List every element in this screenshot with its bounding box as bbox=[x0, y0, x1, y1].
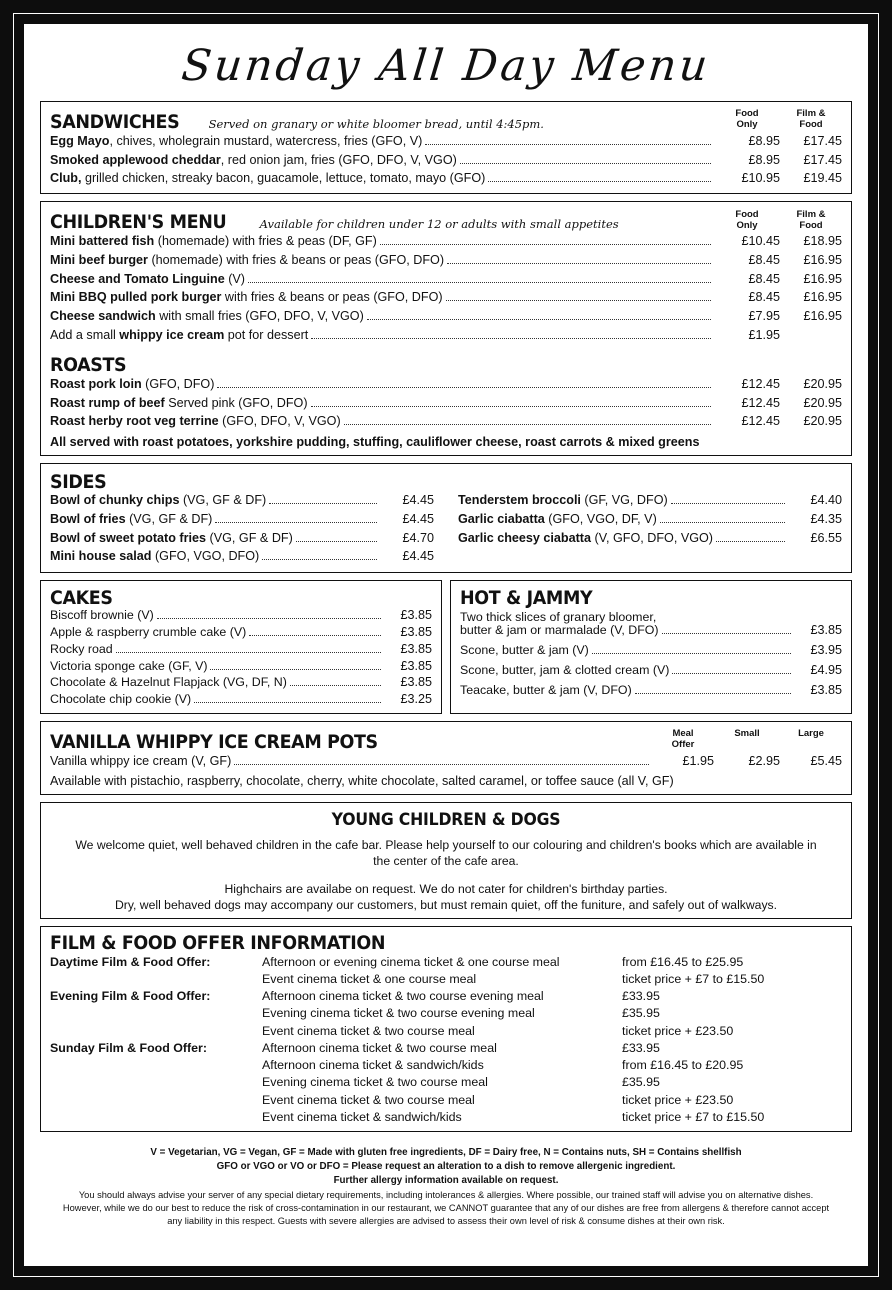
item-price-food-only: £12.45 bbox=[741, 395, 780, 410]
item-price: £4.45 bbox=[402, 493, 434, 508]
item-price-food-only: £8.45 bbox=[748, 271, 780, 286]
menu-item bbox=[50, 692, 432, 709]
item-price-film-food: £20.95 bbox=[803, 376, 842, 391]
dot-leader bbox=[311, 338, 711, 339]
item-price-food-only: £8.95 bbox=[748, 152, 780, 167]
hot-jammy-item-list bbox=[460, 624, 842, 701]
cakes-item-list bbox=[50, 608, 432, 709]
offer-label bbox=[50, 1109, 262, 1126]
menu-page bbox=[24, 24, 868, 1266]
col-head-meal-offer: Meal Offer bbox=[671, 728, 695, 751]
offer-price: £33.95 bbox=[622, 989, 660, 1004]
table-row bbox=[50, 953, 842, 970]
item-price: £6.55 bbox=[810, 530, 842, 545]
menu-item bbox=[460, 660, 842, 680]
menu-item bbox=[50, 375, 842, 394]
menu-item bbox=[458, 529, 842, 548]
col-head-food-only: Food Only bbox=[735, 108, 759, 131]
offer-description: Event cinema ticket & two course meal bbox=[262, 1092, 475, 1107]
section-title-sides: SIDES bbox=[50, 470, 107, 493]
menu-item bbox=[50, 394, 842, 413]
roasts-header bbox=[50, 351, 842, 375]
menu-item bbox=[50, 132, 842, 151]
table-row bbox=[50, 1091, 842, 1108]
hot-jammy-header bbox=[460, 585, 842, 608]
item-price-large: £5.45 bbox=[810, 753, 842, 768]
dot-leader bbox=[380, 244, 711, 245]
menu-item bbox=[458, 510, 842, 529]
dot-leader bbox=[662, 633, 791, 634]
menu-item bbox=[50, 548, 434, 567]
col-head-film-food: Film & Food bbox=[796, 108, 826, 131]
cakes-and-hot-jammy-row bbox=[40, 580, 852, 715]
table-row bbox=[50, 1109, 842, 1126]
allergy-key-line-2: GFO or VGO or VO or DFO = Please request an alteration to a dish to remove allergenic ingredient. bbox=[216, 1161, 676, 1173]
item-price-film-food: £16.95 bbox=[803, 309, 842, 324]
item-price: £3.85 bbox=[400, 625, 432, 640]
sides-column-left bbox=[50, 492, 434, 567]
item-name: Bowl of chunky chips (VG, GF & DF) bbox=[50, 493, 267, 508]
menu-item bbox=[50, 675, 432, 692]
section-title-cakes: CAKES bbox=[50, 586, 113, 609]
item-price: £3.85 bbox=[400, 641, 432, 656]
dot-leader bbox=[425, 144, 711, 145]
children-dogs-paragraph-2: Highchairs are availabe on request. We do not cater for children's birthday parties. bbox=[224, 882, 668, 897]
item-name: Scone, butter & jam (V) bbox=[460, 642, 589, 657]
table-row bbox=[50, 1005, 842, 1022]
item-price-meal-offer: £1.95 bbox=[682, 753, 714, 768]
item-name: Cheese sandwich with small fries (GFO, DFO, V, VGO) bbox=[50, 309, 364, 324]
item-name: Mini house salad (GFO, VGO, DFO) bbox=[50, 549, 260, 564]
item-price: £4.40 bbox=[810, 493, 842, 508]
allergy-key-line-3: Further allergy information available on request. bbox=[333, 1175, 559, 1187]
offer-price: £35.95 bbox=[622, 1075, 660, 1090]
offer-description: Event cinema ticket & sandwich/kids bbox=[262, 1109, 462, 1124]
offer-price: ticket price + £23.50 bbox=[622, 1092, 734, 1107]
allergy-disclaimer-line-1: You should always advise your server of any special dietary requirements, including intolerances & allergies. Where possible, our trained staff will advise you on alternative dishes. bbox=[78, 1189, 814, 1200]
dot-leader bbox=[248, 282, 711, 283]
offer-price: from £16.45 to £20.95 bbox=[622, 1058, 744, 1073]
dot-leader bbox=[344, 424, 711, 425]
menu-item bbox=[50, 752, 842, 771]
item-name: Rocky road bbox=[50, 641, 113, 656]
offer-label bbox=[50, 1091, 262, 1108]
offer-price: £35.95 bbox=[622, 1006, 660, 1021]
dot-leader bbox=[290, 685, 381, 686]
item-price-film-food: £17.45 bbox=[803, 152, 842, 167]
section-title-young-children-dogs: YOUNG CHILDREN & DOGS bbox=[331, 810, 561, 830]
dot-leader bbox=[215, 522, 377, 523]
section-title-hot-jammy: HOT & JAMMY bbox=[460, 586, 593, 609]
menu-item bbox=[50, 289, 842, 308]
item-name: Biscoff brownie (V) bbox=[50, 608, 154, 623]
item-name: Tenderstem broccoli (GF, VG, DFO) bbox=[458, 493, 668, 508]
item-price: £3.85 bbox=[810, 682, 842, 697]
item-name: Cheese and Tomato Linguine (V) bbox=[50, 271, 245, 286]
dot-leader bbox=[447, 263, 711, 264]
item-price-food-only: £12.45 bbox=[741, 376, 780, 391]
item-price: £4.95 bbox=[810, 662, 842, 677]
item-price-film-food: £20.95 bbox=[803, 395, 842, 410]
section-sides bbox=[40, 463, 852, 573]
cakes-header bbox=[50, 585, 432, 608]
item-name: Bowl of sweet potato fries (VG, GF & DF) bbox=[50, 530, 293, 545]
item-name: Club, grilled chicken, streaky bacon, guacamole, lettuce, tomato, mayo (GFO) bbox=[50, 171, 486, 186]
item-price-film-food: £16.95 bbox=[803, 290, 842, 305]
allergy-disclaimer-line-2: However, while we do our best to reduce the risk of cross-contamination in our restaurant, we CANNOT guarantee that any of our dishes are free from allergens & therefore cannot accept bbox=[62, 1202, 830, 1213]
offer-price: from £16.45 to £25.95 bbox=[622, 954, 744, 969]
dot-leader bbox=[660, 522, 785, 523]
section-title-sandwiches: SANDWICHES bbox=[50, 111, 180, 134]
item-name: Teacake, butter & jam (V, DFO) bbox=[460, 682, 632, 697]
item-price-film-food: £16.95 bbox=[803, 271, 842, 286]
poster-inner-hairline bbox=[13, 13, 879, 1277]
item-price-food-only: £10.45 bbox=[741, 234, 780, 249]
item-name: butter & jam or marmalade (V, DFO) bbox=[460, 622, 659, 637]
dot-leader bbox=[262, 559, 377, 560]
menu-item bbox=[458, 492, 842, 511]
dot-leader bbox=[672, 673, 791, 674]
section-title-film-food-offer: FILM & FOOD OFFER INFORMATION bbox=[50, 932, 386, 955]
item-price: £3.95 bbox=[810, 642, 842, 657]
sandwiches-item-list bbox=[50, 132, 842, 188]
item-price-food-only: £8.45 bbox=[748, 252, 780, 267]
item-price-small: £2.95 bbox=[748, 753, 780, 768]
offer-label bbox=[50, 1074, 262, 1091]
ice-cream-sauces-note: Available with pistachio, raspberry, chocolate, cherry, white chocolate, salted caramel, or toffee sauce (all V, GF) bbox=[50, 774, 674, 789]
menu-item bbox=[50, 624, 432, 641]
item-name: Add a small whippy ice cream pot for dessert bbox=[50, 327, 309, 342]
dot-leader bbox=[488, 181, 711, 182]
item-name: Egg Mayo, chives, wholegrain mustard, watercress, fries (GFO, V) bbox=[50, 133, 423, 148]
item-price: £4.45 bbox=[402, 511, 434, 526]
menu-item-add-ice-cream bbox=[50, 326, 842, 345]
childrens-subtitle: Available for children under 12 or adults with small appetites bbox=[259, 217, 619, 232]
dot-leader bbox=[210, 669, 381, 670]
dot-leader bbox=[635, 693, 791, 694]
offer-description: Event cinema ticket & one course meal bbox=[262, 971, 477, 986]
item-name: Mini beef burger (homemade) with fries & beans or peas (GFO, DFO) bbox=[50, 252, 445, 267]
price-column-headers bbox=[714, 109, 842, 131]
item-price: £3.25 bbox=[400, 692, 432, 707]
dot-leader bbox=[249, 635, 381, 636]
menu-item bbox=[50, 641, 432, 658]
item-price: £3.85 bbox=[400, 608, 432, 623]
menu-item bbox=[50, 170, 842, 189]
menu-item bbox=[460, 680, 842, 700]
offer-description: Evening cinema ticket & two course meal bbox=[262, 1075, 488, 1090]
menu-item bbox=[50, 510, 434, 529]
section-title-roasts: ROASTS bbox=[50, 354, 127, 377]
item-price-food-only: £8.45 bbox=[748, 290, 780, 305]
menu-item bbox=[50, 251, 842, 270]
offer-description: Afternoon cinema ticket & two course meal bbox=[262, 1040, 497, 1055]
table-row bbox=[50, 1057, 842, 1074]
dot-leader bbox=[116, 652, 381, 653]
table-row bbox=[50, 1022, 842, 1039]
item-name: Garlic cheesy ciabatta (V, GFO, DFO, VGO) bbox=[458, 530, 713, 545]
item-name: Victoria sponge cake (GF, V) bbox=[50, 658, 208, 673]
menu-item bbox=[50, 529, 434, 548]
film-food-header bbox=[50, 931, 842, 953]
menu-item bbox=[50, 658, 432, 675]
item-name: Mini battered fish (homemade) with fries & peas (DF, GF) bbox=[50, 234, 377, 249]
spacer bbox=[50, 869, 842, 881]
section-ice-cream-pots bbox=[40, 721, 852, 795]
dot-leader bbox=[460, 163, 711, 164]
dot-leader bbox=[446, 300, 711, 301]
col-head-large: Large bbox=[798, 728, 824, 740]
item-price: £4.35 bbox=[810, 511, 842, 526]
item-name: Apple & raspberry crumble cake (V) bbox=[50, 625, 247, 640]
children-dogs-paragraph-1: We welcome quiet, well behaved children in the cafe bar. Please help yourself to our colouring and children's books which are available in the center of the cafe area. bbox=[75, 838, 817, 869]
item-name: Smoked applewood cheddar, red onion jam, fries (GFO, DFO, V, VGO) bbox=[50, 152, 457, 167]
section-film-food-offer bbox=[40, 926, 852, 1132]
dot-leader bbox=[269, 503, 377, 504]
item-price-film-food: £18.95 bbox=[803, 234, 842, 249]
menu-item bbox=[50, 608, 432, 625]
section-childrens-and-roasts bbox=[40, 201, 852, 455]
children-dogs-paragraph-3: Dry, well behaved dogs may accompany our customers, but must remain quiet, off the funiture, and safely out of walkways. bbox=[114, 898, 778, 913]
dot-leader bbox=[296, 541, 377, 542]
offer-label: Daytime Film & Food Offer: bbox=[50, 954, 211, 969]
item-price-film-food: £17.45 bbox=[803, 133, 842, 148]
menu-item bbox=[50, 232, 842, 251]
item-price: £3.85 bbox=[810, 622, 842, 637]
item-price-food-only: £10.95 bbox=[741, 171, 780, 186]
menu-item bbox=[50, 151, 842, 170]
item-price-food-only: £7.95 bbox=[748, 309, 780, 324]
sides-columns bbox=[50, 492, 842, 567]
offer-label: Sunday Film & Food Offer: bbox=[50, 1040, 207, 1055]
sides-column-right bbox=[458, 492, 842, 567]
item-name: Vanilla whippy ice cream (V, GF) bbox=[50, 753, 232, 768]
item-name: Scone, butter, jam & clotted cream (V) bbox=[460, 662, 670, 677]
item-price-film-food: £16.95 bbox=[803, 252, 842, 267]
item-price-film-food: £20.95 bbox=[803, 414, 842, 429]
menu-item bbox=[50, 270, 842, 289]
item-price-food-only: £8.95 bbox=[748, 133, 780, 148]
offer-price: £33.95 bbox=[622, 1040, 660, 1055]
item-name: Chocolate chip cookie (V) bbox=[50, 692, 192, 707]
menu-item bbox=[50, 492, 434, 511]
dot-leader bbox=[217, 387, 711, 388]
offer-label bbox=[50, 1005, 262, 1022]
offer-description: Afternoon or evening cinema ticket & one course meal bbox=[262, 954, 560, 969]
section-title-childrens-menu: CHILDREN'S MENU bbox=[50, 211, 227, 234]
childrens-item-list bbox=[50, 232, 842, 345]
item-price: £4.45 bbox=[402, 549, 434, 564]
item-name: Roast pork loin (GFO, DFO) bbox=[50, 376, 215, 391]
price-column-headers bbox=[714, 210, 842, 232]
section-title-ice-cream-pots: VANILLA WHIPPY ICE CREAM POTS bbox=[50, 731, 378, 754]
item-price: £3.85 bbox=[400, 658, 432, 673]
dot-leader bbox=[367, 319, 711, 320]
sandwiches-subtitle: Served on granary or white bloomer bread, until 4:45pm. bbox=[208, 117, 544, 132]
offer-description: Afternoon cinema ticket & two course evening meal bbox=[262, 989, 544, 1004]
menu-item bbox=[50, 413, 842, 432]
item-name: Bowl of fries (VG, GF & DF) bbox=[50, 511, 213, 526]
item-price-food-only: £12.45 bbox=[741, 414, 780, 429]
item-name: Mini BBQ pulled pork burger with fries & beans or peas (GFO, DFO) bbox=[50, 290, 443, 305]
price-column-headers bbox=[652, 729, 842, 751]
table-row bbox=[50, 1074, 842, 1091]
offer-label bbox=[50, 971, 262, 988]
allergy-disclaimer-line-3: any liability in this respect. Guests with severe allergies are advised to assess their own level of risk & consume dishes at their own risk. bbox=[167, 1215, 725, 1226]
dot-leader bbox=[716, 541, 785, 542]
col-head-food-only: Food Only bbox=[735, 208, 759, 231]
dot-leader bbox=[311, 406, 711, 407]
hot-jammy-intro: Two thick slices of granary bloomer, bbox=[460, 609, 657, 624]
section-young-children-dogs bbox=[40, 802, 852, 919]
item-name: Roast rump of beef Served pink (GFO, DFO) bbox=[50, 395, 308, 410]
item-name: Roast herby root veg terrine (GFO, DFO, V, VGO) bbox=[50, 414, 341, 429]
offer-price: ticket price + £23.50 bbox=[622, 1023, 734, 1038]
item-name: Chocolate & Hazelnut Flapjack (VG, DF, N) bbox=[50, 675, 287, 690]
col-head-small: Small bbox=[734, 728, 760, 740]
section-cakes bbox=[40, 580, 442, 715]
offer-description: Evening cinema ticket & two course evening meal bbox=[262, 1006, 535, 1021]
sandwiches-header bbox=[50, 106, 842, 132]
roasts-footnote: All served with roast potatoes, yorkshire pudding, stuffing, cauliflower cheese, roast carrots & mixed greens bbox=[50, 434, 700, 449]
sides-header bbox=[50, 468, 842, 492]
item-price-film-food: £19.45 bbox=[803, 171, 842, 186]
roasts-item-list bbox=[50, 375, 842, 449]
table-row bbox=[50, 988, 842, 1005]
offer-description: Afternoon cinema ticket & sandwich/kids bbox=[262, 1058, 484, 1073]
item-price: £3.85 bbox=[400, 675, 432, 690]
col-head-film-food: Film & Food bbox=[796, 208, 826, 231]
offer-label bbox=[50, 1057, 262, 1074]
dot-leader bbox=[234, 764, 649, 765]
dot-leader bbox=[592, 653, 791, 654]
item-price-food-only: £1.95 bbox=[748, 327, 780, 342]
section-hot-jammy bbox=[450, 580, 852, 715]
allergy-key-line-1: V = Vegetarian, VG = Vegan, GF = Made with gluten free ingredients, DF = Dairy free, N = Contains nuts, SH = Contains shellfish bbox=[150, 1146, 742, 1158]
offer-description: Event cinema ticket & two course meal bbox=[262, 1023, 475, 1038]
offer-price: ticket price + £7 to £15.50 bbox=[622, 1109, 765, 1124]
menu-item bbox=[50, 308, 842, 327]
item-name: Garlic ciabatta (GFO, VGO, DF, V) bbox=[458, 511, 657, 526]
childrens-header bbox=[50, 206, 842, 232]
dot-leader bbox=[671, 503, 785, 504]
menu-item bbox=[460, 640, 842, 660]
table-row bbox=[50, 1040, 842, 1057]
dot-leader bbox=[157, 618, 381, 619]
offer-label bbox=[50, 1022, 262, 1039]
page-title: Sunday All Day Menu bbox=[179, 41, 713, 91]
dot-leader bbox=[194, 702, 381, 703]
offer-label: Evening Film & Food Offer: bbox=[50, 989, 211, 1004]
table-row bbox=[50, 971, 842, 988]
section-sandwiches bbox=[40, 101, 852, 194]
film-food-offer-table bbox=[50, 953, 842, 1126]
ice-cream-header bbox=[50, 726, 842, 752]
item-price: £4.70 bbox=[402, 530, 434, 545]
allergy-footer bbox=[40, 1139, 852, 1228]
menu-item bbox=[460, 624, 842, 641]
offer-price: ticket price + £7 to £15.50 bbox=[622, 971, 765, 986]
